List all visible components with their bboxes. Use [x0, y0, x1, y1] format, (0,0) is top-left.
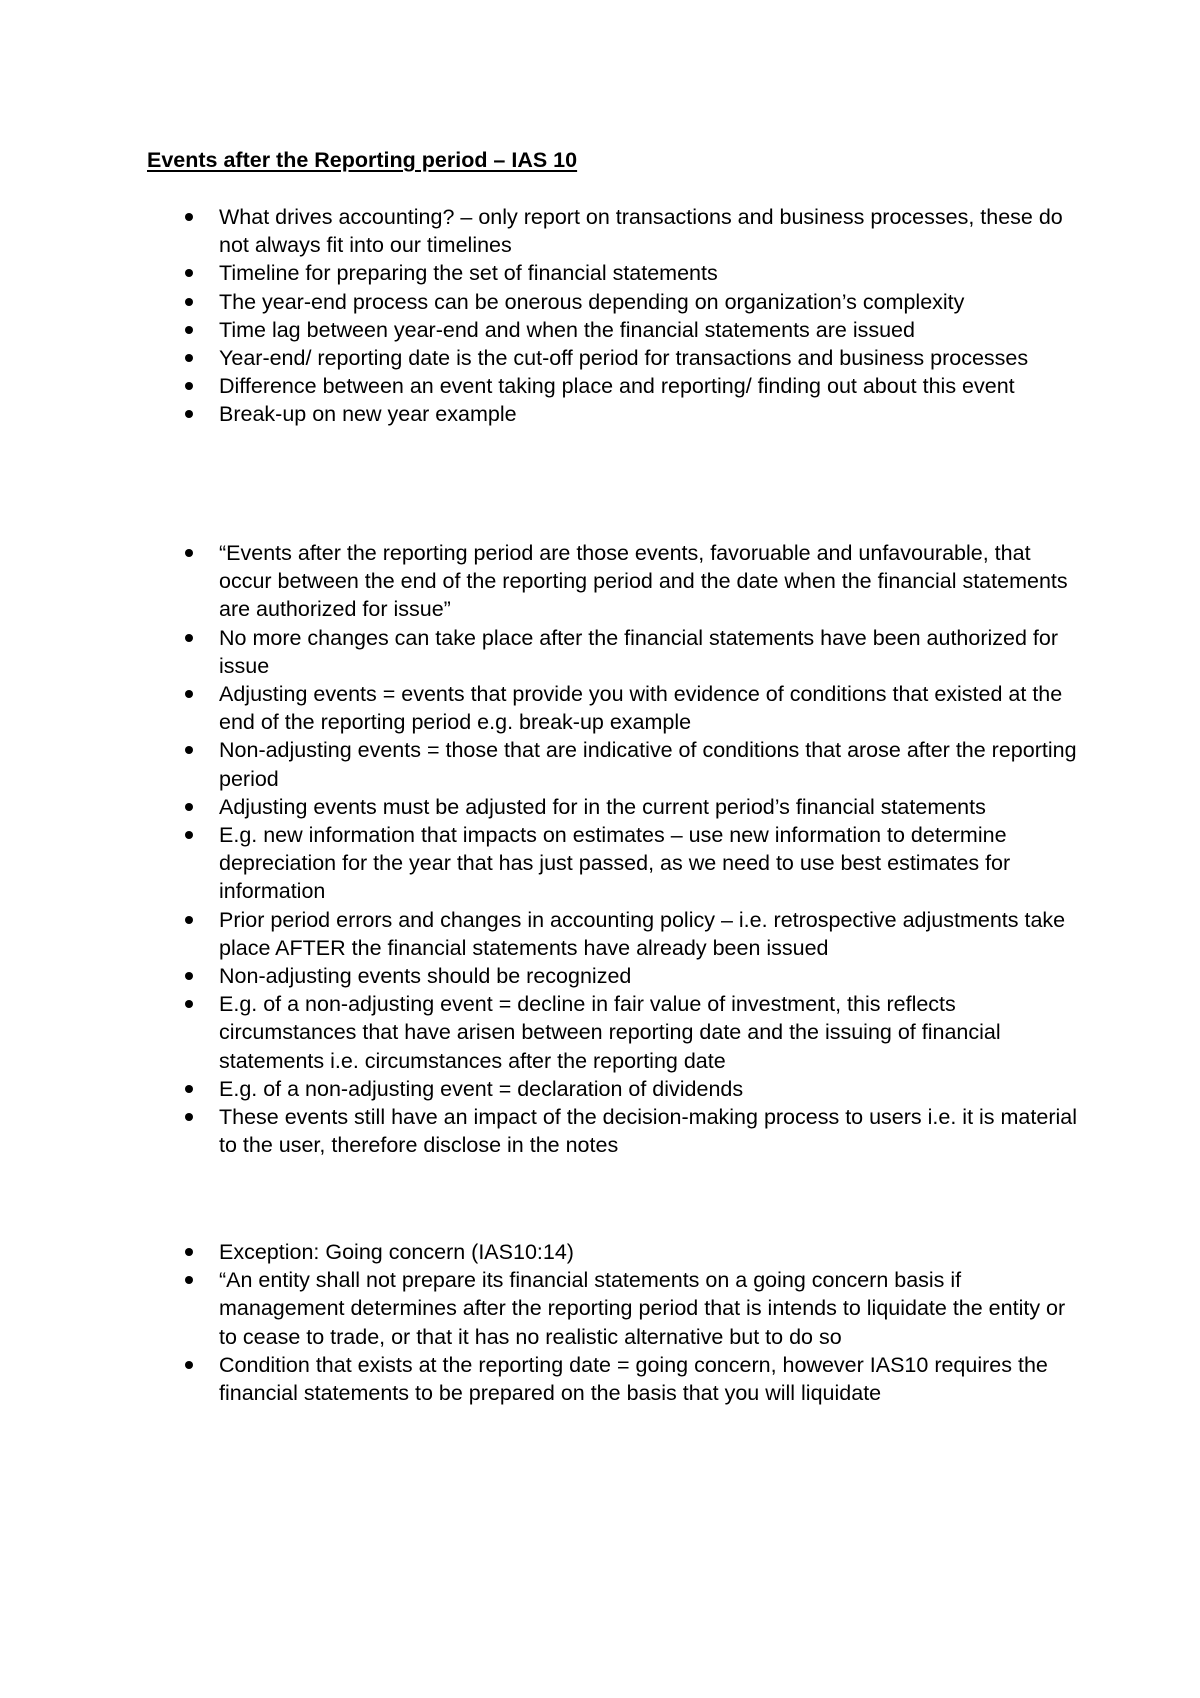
list-item-text: Adjusting events = events that provide you with evidence of conditions that existed at the end of the reporting period e.g. break-up example [219, 682, 1063, 735]
bullet-icon [185, 916, 193, 924]
list-item [147, 736, 1087, 792]
bullet-icon [185, 746, 193, 754]
list-item-text: The year-end process can be onerous depending on organization’s complexity [219, 289, 965, 314]
document-title: Events after the Reporting period – IAS 10 [147, 148, 578, 172]
list-item-text: E.g. new information that impacts on estimates – use new information to determine depreciation for the year that has just passed, as we need to use best estimates for information [219, 823, 1011, 904]
list-item-text: E.g. of a non-adjusting event = declaration of dividends [219, 1076, 744, 1101]
bullet-icon [185, 410, 193, 418]
list-item [147, 1103, 1087, 1159]
list-item-text: Difference between an event taking place and reporting/ finding out about this event [219, 374, 1015, 399]
bullet-list-going-concern [147, 1238, 1087, 1407]
list-item-text: Timeline for preparing the set of financial statements [219, 261, 718, 286]
list-item [147, 1075, 1087, 1103]
bullet-icon [185, 1361, 193, 1369]
list-item-text: Adjusting events must be adjusted for in the current period’s financial statements [219, 794, 986, 819]
bullet-icon [185, 1113, 193, 1121]
list-item [147, 372, 1087, 400]
list-item [147, 1351, 1087, 1407]
list-item-text: No more changes can take place after the financial statements have been authorized for issue [219, 625, 1059, 678]
list-item-text: Break-up on new year example [219, 402, 517, 427]
bullet-icon [185, 1085, 193, 1093]
list-item-text: Time lag between year-end and when the financial statements are issued [219, 317, 915, 342]
bullet-icon [185, 634, 193, 642]
list-item [147, 821, 1087, 906]
list-item-text: Non-adjusting events = those that are indicative of conditions that arose after the reporting period [219, 738, 1077, 791]
list-item [147, 203, 1087, 259]
bullet-icon [185, 1248, 193, 1256]
list-item-text: Condition that exists at the reporting date = going concern, however IAS10 requires the financial statements to be prepared on the basis that you will liquidate [219, 1352, 1048, 1406]
bullet-icon [185, 549, 193, 557]
list-item [147, 259, 1087, 287]
list-item-text: “Events after the reporting period are those events, favoruable and unfavourable, that occur between the end of the reporting period and the date when the financial statements are authorized for issue” [219, 541, 1068, 622]
list-item-text: “An entity shall not prepare its financial statements on a going concern basis if management determines after the reporting period that is intends to liquidate the entity or to cease to trade, or that it has no realistic alternative but to do so [219, 1268, 1066, 1349]
list-item [147, 680, 1087, 736]
bullet-icon [185, 690, 193, 698]
list-item-text: What drives accounting? – only report on transactions and business processes, these do not always fit into our timelines [219, 205, 1063, 258]
list-item [147, 1238, 1087, 1266]
list-item [147, 316, 1087, 344]
bullet-icon [185, 298, 193, 306]
list-item [147, 990, 1087, 1075]
list-item [147, 793, 1087, 821]
list-item-text: Year-end/ reporting date is the cut-off period for transactions and business processes [219, 346, 1029, 371]
bullet-icon [185, 382, 193, 390]
list-item [147, 624, 1087, 680]
list-item [147, 962, 1087, 990]
list-item [147, 906, 1087, 962]
bullet-icon [185, 831, 193, 839]
list-item-text: Prior period errors and changes in accounting policy – i.e. retrospective adjustments take place AFTER the financial statements have already been issued [219, 907, 1066, 960]
list-item-text: These events still have an impact of the decision-making process to users i.e. it is material to the user, therefore disclose in the notes [219, 1105, 1077, 1158]
bullet-icon [185, 1000, 193, 1008]
bullet-icon [185, 354, 193, 362]
bullet-icon [185, 972, 193, 980]
bullet-icon [185, 269, 193, 277]
list-item-text: E.g. of a non-adjusting event = decline in fair value of investment, this reflects circumstances that have arisen between reporting date and the issuing of financial statements i.e. circumstances after the reporting date [219, 992, 1001, 1073]
list-item-text: Exception: Going concern (IAS10:14) [219, 1240, 574, 1264]
bullet-icon [185, 213, 193, 221]
list-item-text: Non-adjusting events should be recognized [219, 964, 632, 989]
list-item [147, 288, 1087, 316]
list-item [147, 400, 1087, 428]
list-item [147, 344, 1087, 372]
list-item [147, 1266, 1087, 1351]
bullet-icon [185, 1276, 193, 1284]
bullet-icon [185, 803, 193, 811]
bullet-icon [185, 326, 193, 334]
bullet-list-definitions [147, 539, 1087, 1159]
bullet-list-intro [147, 203, 1087, 429]
list-item [147, 539, 1087, 624]
